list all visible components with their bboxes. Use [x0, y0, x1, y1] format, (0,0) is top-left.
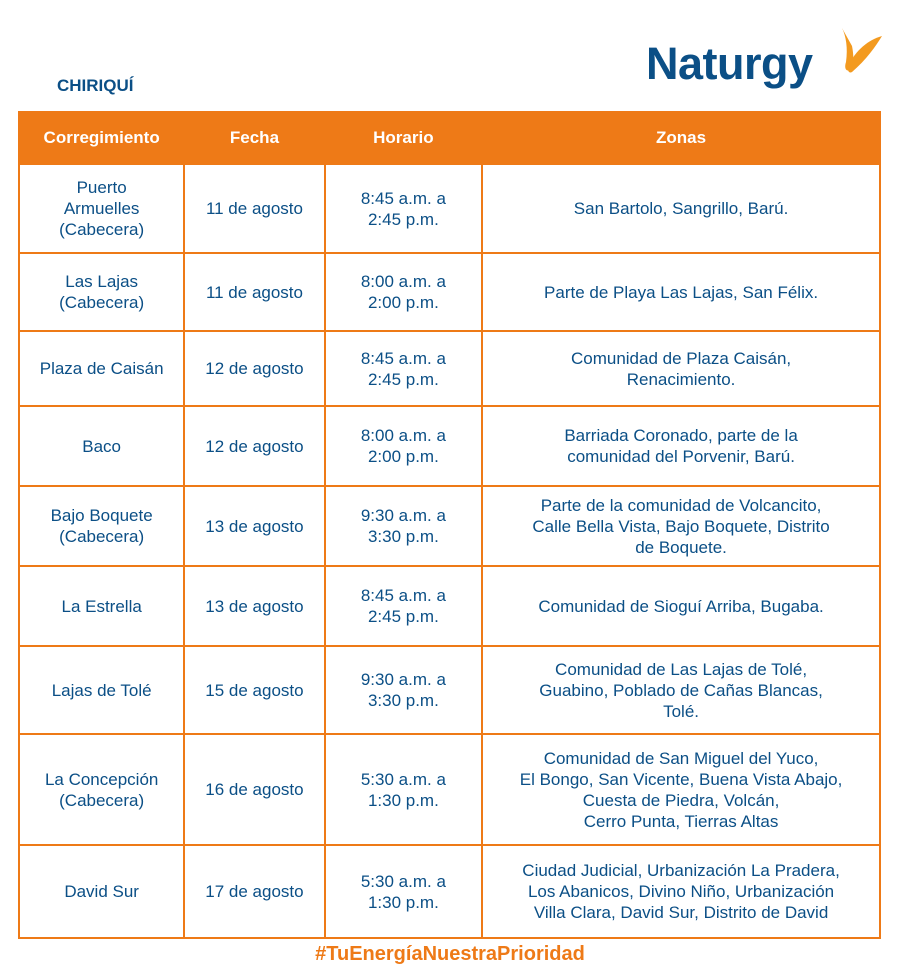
cell-horario: 8:45 a.m. a 2:45 p.m.	[325, 331, 483, 406]
cell-corregimiento: Las Lajas (Cabecera)	[19, 253, 184, 331]
cell-fecha: 13 de agosto	[184, 566, 324, 646]
table-row	[19, 164, 880, 253]
table-row	[19, 406, 880, 486]
cell-corregimiento: Bajo Boquete (Cabecera)	[19, 486, 184, 566]
cell-zonas: Ciudad Judicial, Urbanización La Pradera, Los Abanicos, Divino Niño, Urbanización Villa Clara, David Sur, Distrito de David	[482, 845, 880, 938]
table-row	[19, 486, 880, 566]
cell-fecha: 17 de agosto	[184, 845, 324, 938]
cell-zonas: Parte de Playa Las Lajas, San Félix.	[482, 253, 880, 331]
cell-zonas: Barriada Coronado, parte de la comunidad del Porvenir, Barú.	[482, 406, 880, 486]
cell-horario: 8:45 a.m. a 2:45 p.m.	[325, 566, 483, 646]
cell-corregimiento: Lajas de Tolé	[19, 646, 184, 734]
table-row	[19, 566, 880, 646]
cell-horario: 9:30 a.m. a 3:30 p.m.	[325, 646, 483, 734]
cell-zonas: San Bartolo, Sangrillo, Barú.	[482, 164, 880, 253]
table-row	[19, 734, 880, 845]
cell-zonas: Comunidad de San Miguel del Yuco, El Bongo, San Vicente, Buena Vista Abajo, Cuesta de Piedra, Volcán, Cerro Punta, Tierras Altas	[482, 734, 880, 845]
table-row	[19, 845, 880, 938]
cell-zonas: Parte de la comunidad de Volcancito, Calle Bella Vista, Bajo Boquete, Distrito de Boquete.	[482, 486, 880, 566]
brand-name: Naturgy	[646, 38, 813, 89]
cell-zonas: Comunidad de Plaza Caisán, Renacimiento.	[482, 331, 880, 406]
brand-logo	[646, 26, 886, 96]
table-header-row	[19, 112, 880, 164]
region-title: CHIRIQUÍ	[57, 76, 134, 95]
cell-horario: 8:00 a.m. a 2:00 p.m.	[325, 406, 483, 486]
table-row	[19, 331, 880, 406]
cell-corregimiento: Puerto Armuelles (Cabecera)	[19, 164, 184, 253]
cell-fecha: 12 de agosto	[184, 406, 324, 486]
header-fecha: Fecha	[184, 112, 324, 164]
cell-corregimiento: La Concepción (Cabecera)	[19, 734, 184, 845]
hashtag: #TuEnergíaNuestraPrioridad	[315, 943, 585, 965]
schedule-table	[18, 111, 881, 939]
cell-fecha: 16 de agosto	[184, 734, 324, 845]
cell-fecha: 11 de agosto	[184, 253, 324, 331]
cell-fecha: 13 de agosto	[184, 486, 324, 566]
butterfly-icon	[834, 26, 884, 78]
cell-corregimiento: Baco	[19, 406, 184, 486]
cell-corregimiento: La Estrella	[19, 566, 184, 646]
header-zonas: Zonas	[482, 112, 880, 164]
table-row	[19, 646, 880, 734]
cell-horario: 5:30 a.m. a 1:30 p.m.	[325, 734, 483, 845]
cell-horario: 8:45 a.m. a 2:45 p.m.	[325, 164, 483, 253]
cell-zonas: Comunidad de Sioguí Arriba, Bugaba.	[482, 566, 880, 646]
cell-corregimiento: Plaza de Caisán	[19, 331, 184, 406]
cell-horario: 8:00 a.m. a 2:00 p.m.	[325, 253, 483, 331]
header-corregimiento: Corregimiento	[19, 112, 184, 164]
table-row	[19, 253, 880, 331]
cell-fecha: 12 de agosto	[184, 331, 324, 406]
header-horario: Horario	[325, 112, 483, 164]
cell-fecha: 15 de agosto	[184, 646, 324, 734]
cell-horario: 5:30 a.m. a 1:30 p.m.	[325, 845, 483, 938]
cell-fecha: 11 de agosto	[184, 164, 324, 253]
cell-zonas: Comunidad de Las Lajas de Tolé, Guabino, Poblado de Cañas Blancas, Tolé.	[482, 646, 880, 734]
cell-horario: 9:30 a.m. a 3:30 p.m.	[325, 486, 483, 566]
cell-corregimiento: David Sur	[19, 845, 184, 938]
